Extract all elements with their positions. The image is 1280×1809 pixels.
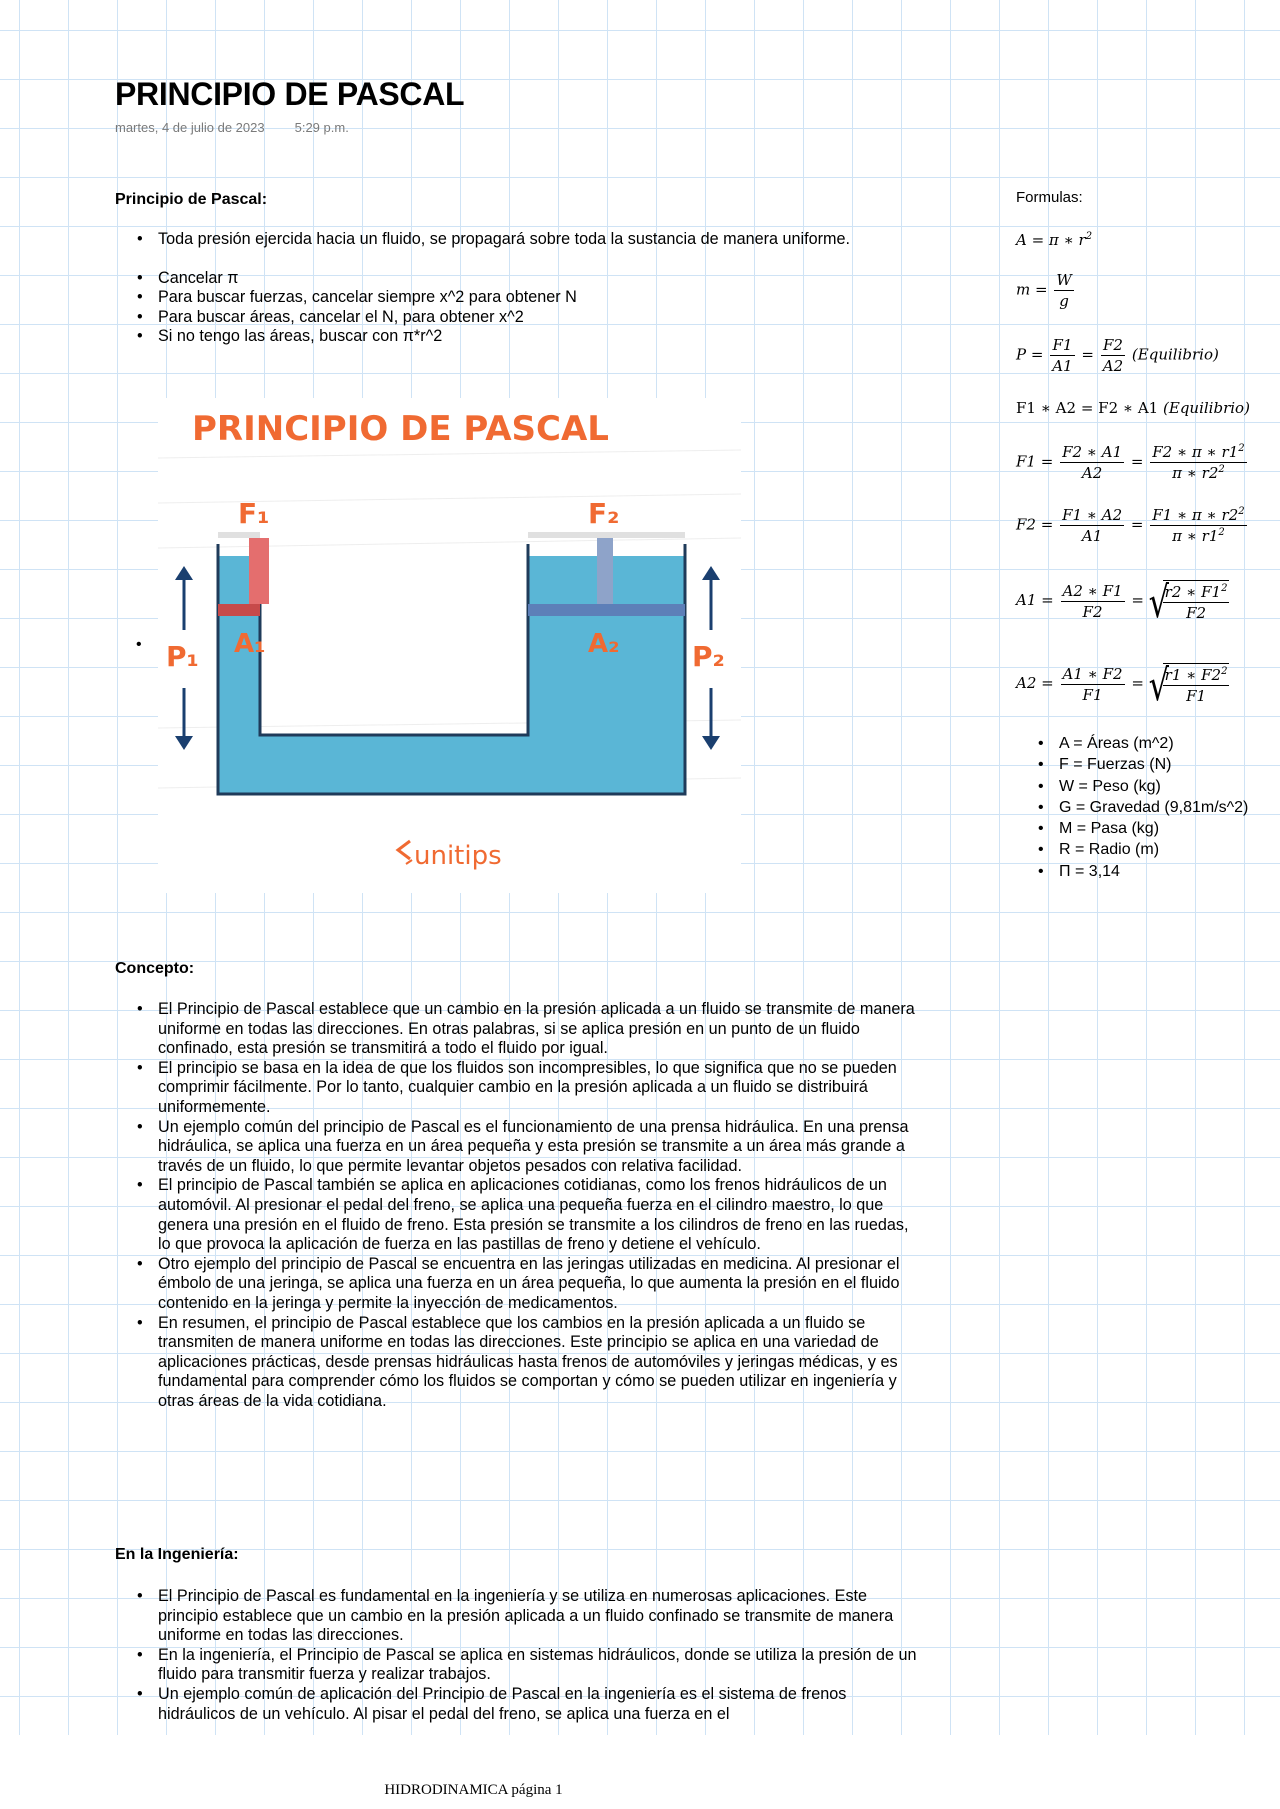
list-item: • Π = 3,14 (1059, 861, 1248, 882)
list-item: • En la ingeniería, el Principio de Pascal se aplica en sistemas hidráulicos, donde se utiliza la presión de un fluido para transmitir fuerza y realizar trabajos. (158, 1646, 920, 1685)
list-item: • Cancelar π (158, 269, 878, 289)
label-p1: P₁ (166, 640, 199, 673)
list-item: • El Principio de Pascal establece que un cambio en la presión aplicada a un fluido se transmite de manera uniforme en todas las direcciones. En otras palabras, si se aplica presión en un punto de un fluido confinado, esta presión se transmitirá a todo el fluido por igual. (158, 1000, 920, 1059)
page-meta (115, 120, 349, 135)
page-time: 5:29 p.m. (294, 120, 349, 135)
list-item: • M = Pasa (kg) (1059, 818, 1248, 839)
list-item: • W = Peso (kg) (1059, 776, 1248, 797)
piston-head-left (218, 604, 260, 616)
concepto-heading: Concepto: (115, 960, 195, 977)
formula-f2: F2 = $\frac{F1 ∗ A2}{A1}$ = $\frac{F1 ∗ \pi ∗ r2^2}{\pi ∗ r1^2}$ (1016, 506, 1245, 545)
formula-mass: m = $\frac{W}{g}$ (1016, 271, 1072, 310)
formulas-heading: Formulas: (1016, 189, 1083, 206)
list-item: • El Principio de Pascal es fundamental en la ingeniería y se utiliza en numerosas aplicaciones. Este principio establece que un cambio en la presión aplicada a un fluido confinado se transmite de manera uniforme en todas las direcciones. (158, 1587, 920, 1646)
principio-list (115, 230, 878, 347)
ingenieria-list (115, 1587, 920, 1724)
unitips-logo (398, 841, 502, 871)
formula-pressure: P = $\frac{F1}{A1}$ = $\frac{F2}{A2}$ (Equilibrio) (1016, 336, 1219, 375)
piston-plate-right (528, 532, 685, 538)
list-item: • En resumen, el principio de Pascal establece que los cambios en la presión aplicada a un fluido se transmiten de manera uniforme en todas las direcciones. Este principio se aplica en una variedad de aplicaciones prácticas, desde prensas hidráulicas hasta frenos de automóviles y jeringas médicas, y es fundamental para comprender cómo los fluidos se comportan y cómo se pueden utilizar en ingeniería y otras áreas de la vida cotidiana. (158, 1314, 920, 1412)
list-item: • Para buscar fuerzas, cancelar siempre x^2 para obtener N (158, 288, 878, 308)
label-p2: P₂ (692, 640, 725, 673)
list-item: • Otro ejemplo del principio de Pascal se encuentra en las jeringas utilizadas en medicina. Al presionar el émbolo de una jeringa, se aplica una fuerza en un área pequeña, lo que aumenta la presión en el fluido contenido en la jeringa y permite la inyección de medicamentos. (158, 1255, 920, 1314)
piston-rod-left (249, 538, 269, 604)
list-item: • F = Fuerzas (N) (1059, 754, 1248, 775)
list-item: • Un ejemplo común de aplicación del Principio de Pascal en la ingeniería es el sistema de frenos hidráulicos de un vehículo. Al pisar el pedal del freno, se aplica una fuerza en el (158, 1685, 920, 1724)
principio-heading: Principio de Pascal: (115, 191, 268, 208)
piston-rod-right (597, 538, 613, 604)
formula-area: A = π ∗ $r^2$ (1016, 231, 1093, 249)
fluid (218, 556, 685, 794)
formula-a2: A2 = $\frac{A1 ∗ F2}{F1}$ = √ $\frac{r1 ∗ F2^2}{F1}$ (1016, 663, 1231, 705)
formula-a1: A1 = $\frac{A2 ∗ F1}{F2}$ = √ $\frac{r2 ∗ F1^2}{F2}$ (1016, 580, 1231, 622)
diagram-bullet: • (136, 636, 142, 653)
label-a1: A₁ (234, 629, 266, 659)
formula-f1: F1 = $\frac{F2 ∗ A1}{A2}$ = $\frac{F2 ∗ \pi ∗ r1^2}{\pi ∗ r2^2}$ (1016, 443, 1245, 482)
label-f1: F₁ (238, 497, 270, 530)
page-date: martes, 4 de julio de 2023 (115, 120, 265, 135)
piston-plate-left (218, 532, 260, 538)
list-item: • El principio de Pascal también se aplica en aplicaciones cotidianas, como los frenos hidráulicos de un automóvil. Al presionar el pedal del freno, se aplica una pequeña fuerza en el cilindro maestro, lo que genera una presión en el fluido de freno. Esta presión se transmite a los cilindros de freno en las ruedas, lo que provoca la aplicación de fuerza en las pastillas de freno y detiene el vehículo. (158, 1176, 920, 1254)
page-title: PRINCIPIO DE PASCAL (115, 76, 465, 112)
variables-legend (1016, 733, 1248, 882)
pascal-diagram (158, 398, 741, 893)
list-item: • G = Gravedad (9,81m/s^2) (1059, 797, 1248, 818)
list-item: • El principio se basa en la idea de que los fluidos son incompresibles, lo que significa que no se pueden comprimir fácilmente. Por lo tanto, cualquier cambio en la presión aplicada a un fluido se distribuirá uniformemente. (158, 1059, 920, 1118)
label-a2: A₂ (588, 629, 620, 659)
piston-head-right (528, 604, 685, 616)
list-item: • R = Radio (m) (1059, 839, 1248, 860)
page-footer: HIDRODINAMICA página 1 (384, 1782, 563, 1798)
concepto-list (115, 1000, 920, 1411)
list-item: • Si no tengo las áreas, buscar con π*r^2 (158, 327, 878, 347)
formula-cross: F1 ∗ A2 = F2 ∗ A1 (Equilibrio) (1016, 399, 1250, 417)
pascal-diagram-svg (158, 398, 741, 893)
brand-text: unitips (414, 841, 502, 871)
ingenieria-heading: En la Ingeniería: (115, 1546, 239, 1563)
diagram-title: PRINCIPIO DE PASCAL (192, 409, 609, 449)
list-item: • Un ejemplo común del principio de Pascal es el funcionamiento de una prensa hidráulica. En una prensa hidráulica, se aplica una fuerza en un área pequeña y esta presión se transmite a un área más grande a través de un fluido, lo que permite levantar objetos pesados con relativa facilidad. (158, 1118, 920, 1177)
list-item: • Para buscar áreas, cancelar el N, para obtener x^2 (158, 308, 878, 328)
list-item: • A = Áreas (m^2) (1059, 733, 1248, 754)
list-item: • Toda presión ejercida hacia un fluido, se propagará sobre toda la sustancia de manera uniforme. (158, 230, 878, 250)
label-f2: F₂ (588, 497, 620, 530)
